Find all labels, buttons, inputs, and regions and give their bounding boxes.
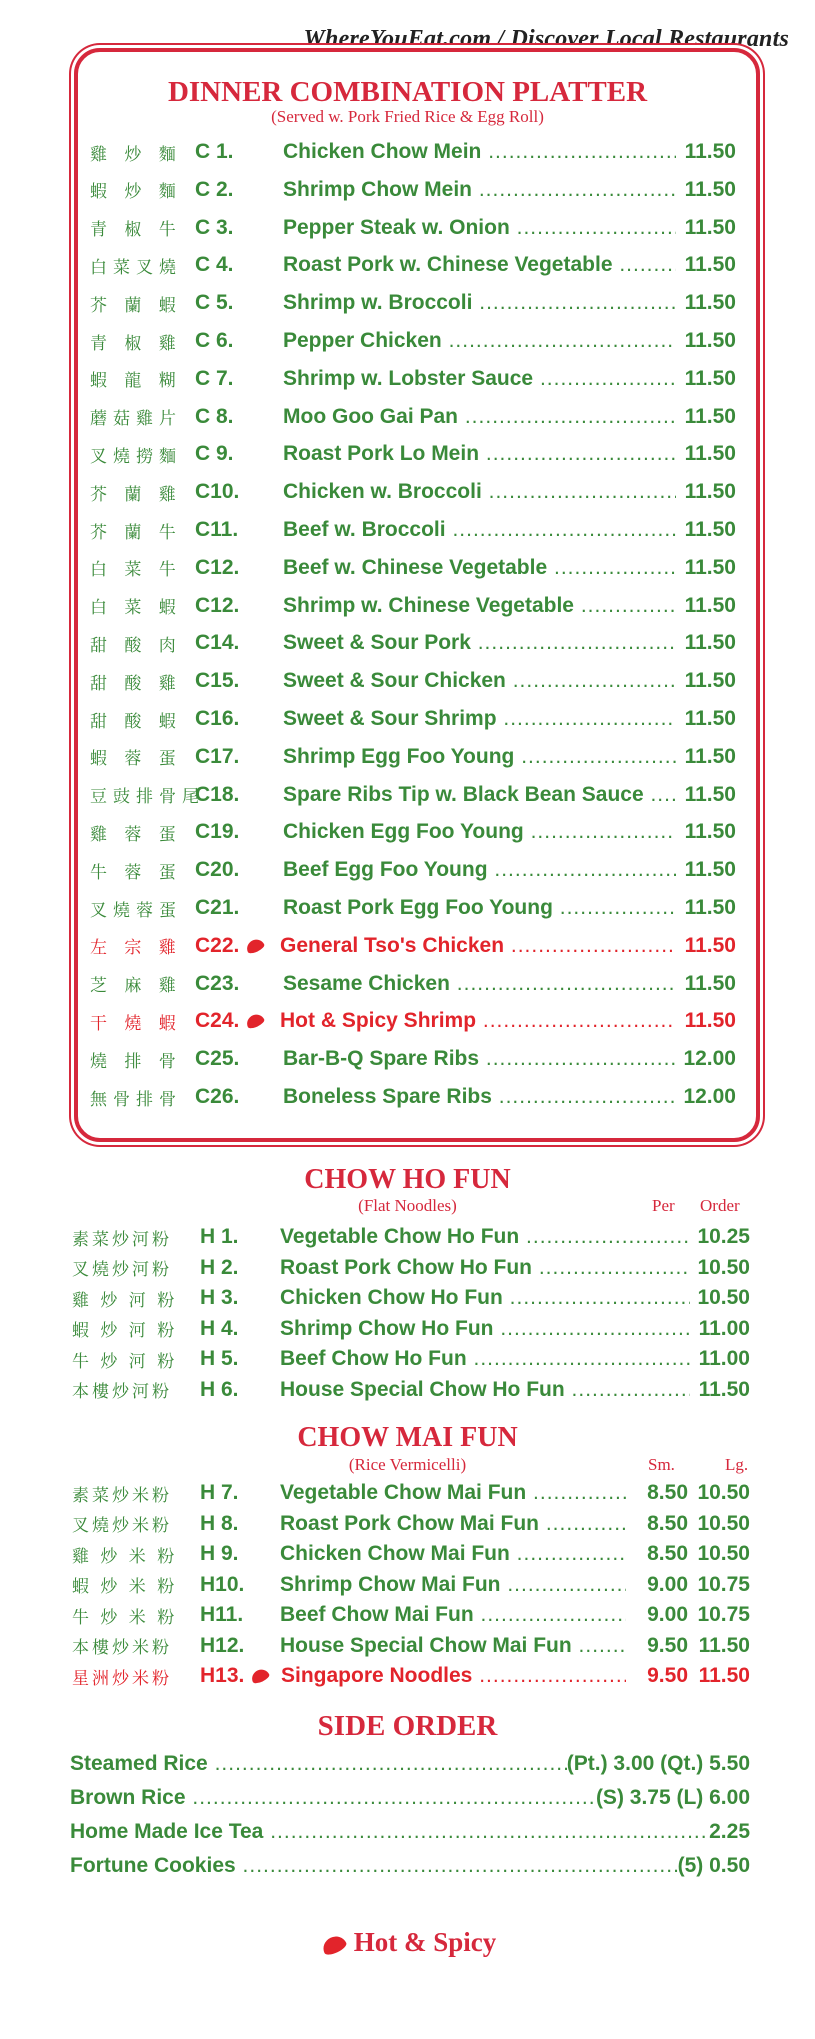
item-name: Shrimp Chow Ho Fun ..... [280, 1317, 690, 1341]
chinese-name: 雞 炒 麵 [90, 144, 182, 165]
side-order-row [70, 1749, 750, 1779]
item-code: H11. [200, 1603, 244, 1626]
item-name: Beef w. Chinese Vegetable ..... [283, 556, 676, 580]
item-price: 11.50 [684, 253, 736, 277]
chinese-name: 芥 蘭 牛 [90, 522, 182, 543]
menu-item-row [90, 477, 736, 507]
menu-item-row [72, 1661, 750, 1691]
item-code: C12. [195, 555, 240, 579]
item-code: C17. [195, 744, 240, 768]
item-price: 11.00 [698, 1316, 750, 1340]
menu-item-row [90, 1006, 736, 1036]
item-name: Vegetable Chow Ho Fun ..... [280, 1225, 690, 1249]
menu-item-row [72, 1253, 750, 1283]
side-item-name: Home Made Ice Tea ..... [70, 1820, 709, 1844]
item-price: 11.50 [684, 631, 736, 655]
item-code: H 3. [200, 1286, 239, 1309]
item-code: C 6. [195, 329, 234, 352]
item-code: H 9. [200, 1542, 239, 1565]
item-name: Roast Pork w. Chinese Vegetable ..... [283, 253, 676, 277]
item-name: Shrimp Chow Mein ..... [283, 178, 676, 202]
chili-pepper-icon [249, 1667, 270, 1685]
menu-item-row [72, 1509, 750, 1539]
side-order-row [70, 1783, 750, 1813]
side-item-name: Fortune Cookies ..... [70, 1854, 678, 1878]
chinese-name: 牛 炒 河 粉 [72, 1351, 178, 1372]
menu-item-row [90, 137, 736, 167]
item-name: Vegetable Chow Mai Fun ..... [280, 1481, 626, 1505]
item-code: C21. [195, 896, 240, 919]
chinese-name: 甜 酸 蝦 [90, 711, 182, 732]
chinese-name: 本樓炒河粉 [72, 1382, 172, 1402]
menu-item-row [90, 931, 736, 961]
item-name: Spare Ribs Tip w. Black Bean Sauce ..... [283, 783, 676, 807]
item-code: H 1. [200, 1225, 239, 1248]
hofun-title: CHOW HO FUN [304, 1164, 511, 1195]
dinner-title: DINNER COMBINATION PLATTER [167, 76, 648, 108]
item-name: Sesame Chicken ..... [283, 972, 676, 996]
chinese-name: 牛 炒 米 粉 [72, 1607, 178, 1628]
menu-item-row [90, 742, 736, 772]
item-name: Chicken Chow Mein ..... [283, 140, 676, 164]
hofun-subtitle: (Flat Noodles) [358, 1196, 457, 1215]
item-name: Chicken Egg Foo Young ..... [283, 820, 676, 844]
menu-item-row [90, 855, 736, 885]
chinese-name: 左 宗 雞 [90, 938, 182, 959]
menu-item-row [72, 1314, 750, 1344]
item-code: C10. [195, 480, 240, 504]
item-code: C19. [195, 820, 240, 844]
item-name: Singapore Noodles ..... [281, 1664, 626, 1688]
chinese-name: 本樓炒米粉 [72, 1638, 172, 1658]
menu-item-row [90, 402, 736, 432]
item-name: Boneless Spare Ribs ..... [283, 1085, 676, 1109]
menu-item-row [72, 1344, 750, 1374]
menu-item-row [72, 1539, 750, 1569]
item-name: Pepper Steak w. Onion ..... [283, 216, 676, 240]
item-name: Beef Chow Mai Fun ..... [280, 1603, 626, 1627]
chinese-name: 芝 麻 雞 [90, 976, 182, 997]
item-price: 10.50 [697, 1255, 750, 1279]
side-item-price: (Pt.) 3.00 (Qt.) 5.50 [566, 1752, 750, 1775]
item-name: Beef Egg Foo Young ..... [283, 858, 676, 882]
item-code: C 1. [195, 140, 234, 163]
item-price: 11.50 [684, 555, 736, 579]
item-code: H 4. [200, 1316, 239, 1340]
item-name: House Special Chow Mai Fun ..... [280, 1634, 626, 1658]
item-name: Shrimp Egg Foo Young ..... [283, 745, 676, 769]
item-name: Roast Pork Egg Foo Young ..... [283, 896, 676, 920]
item-price-small: 8.50 [647, 1511, 688, 1535]
menu-item-row [90, 175, 736, 205]
item-price: 11.50 [684, 896, 736, 919]
chili-pepper-icon [244, 937, 265, 955]
item-code: C 2. [195, 177, 234, 201]
item-name: Beef Chow Ho Fun ..... [280, 1347, 690, 1371]
chinese-name: 蝦 蓉 蛋 [90, 749, 182, 770]
item-price-small: 9.00 [647, 1572, 688, 1596]
chinese-name: 甜 酸 雞 [90, 673, 182, 694]
chinese-name: 青 椒 雞 [90, 333, 182, 354]
item-code: C 3. [195, 215, 234, 239]
chinese-name: 芥 蘭 蝦 [90, 295, 182, 316]
chinese-name: 白菜叉燒 [90, 257, 182, 278]
item-code: H 2. [200, 1255, 239, 1279]
item-price-small: 9.00 [647, 1603, 688, 1626]
hofun-col-order: Order [700, 1196, 740, 1215]
item-price: 11.50 [684, 291, 736, 315]
chinese-name: 豆豉排骨尾 [90, 787, 205, 808]
item-code: C 5. [195, 291, 234, 315]
item-price: 12.00 [683, 1047, 736, 1071]
item-name: Hot & Spicy Shrimp ..... [280, 1009, 676, 1033]
item-price: 10.25 [697, 1225, 750, 1248]
chinese-name: 雞 蓉 蛋 [90, 824, 182, 845]
item-code: H10. [200, 1572, 245, 1596]
item-price: 11.50 [684, 480, 736, 504]
menu-item-row [90, 288, 736, 318]
item-code: C20. [195, 858, 240, 882]
chinese-name: 青 椒 牛 [90, 220, 182, 241]
hot-spicy-legend [0, 1927, 815, 1958]
menu-item-row [90, 250, 736, 280]
item-code: C18. [195, 782, 240, 806]
side-item-name: Brown Rice ..... [70, 1786, 596, 1810]
chinese-name: 素菜炒河粉 [72, 1229, 172, 1250]
item-price: 11.50 [684, 707, 736, 730]
chinese-name: 芥 蘭 雞 [90, 484, 182, 505]
chinese-name: 雞 炒 米 粉 [72, 1546, 178, 1567]
side-title: SIDE ORDER [317, 1710, 498, 1742]
chinese-name: 蝦 炒 米 粉 [72, 1577, 178, 1597]
item-name: Moo Goo Gai Pan ..... [283, 405, 676, 429]
chinese-name: 蝦 龍 糊 [90, 371, 182, 392]
menu-item-row [90, 666, 736, 696]
chili-pepper-icon [319, 1932, 348, 1957]
item-price-large: 10.75 [697, 1572, 750, 1596]
item-price: 11.50 [684, 177, 736, 201]
menu-item-row [90, 1044, 736, 1074]
chinese-name: 叉燒蓉蛋 [90, 900, 182, 921]
item-name: Sweet & Sour Chicken ..... [283, 669, 676, 693]
item-name: Chicken Chow Ho Fun ..... [280, 1286, 690, 1310]
chinese-name: 叉燒撈麵 [90, 446, 182, 467]
item-code: C24. [195, 1009, 240, 1033]
menu-item-row [90, 969, 736, 999]
item-price: 11.00 [698, 1347, 750, 1370]
item-code: C 9. [195, 442, 234, 466]
chinese-name: 蝦 炒 河 粉 [72, 1321, 178, 1341]
item-price-small: 8.50 [647, 1542, 688, 1565]
menu-item-row [90, 704, 736, 734]
item-price: 11.50 [684, 744, 736, 768]
item-code: H 7. [200, 1481, 239, 1504]
chinese-name: 燒 排 骨 [90, 1051, 182, 1072]
item-name: Chicken w. Broccoli ..... [283, 480, 676, 504]
item-price-large: 10.75 [697, 1603, 750, 1626]
side-item-price: (5) 0.50 [677, 1854, 750, 1877]
item-price: 11.50 [684, 518, 736, 541]
menu-item-row [90, 817, 736, 847]
item-code: C16. [195, 707, 240, 730]
item-name: Roast Pork Lo Mein ..... [283, 442, 676, 466]
item-name: Beef w. Broccoli ..... [283, 518, 676, 542]
item-code: C26. [195, 1085, 240, 1108]
item-price: 11.50 [684, 140, 736, 163]
chinese-name: 叉燒炒河粉 [72, 1260, 172, 1280]
item-name: Roast Pork Chow Mai Fun ..... [280, 1512, 626, 1536]
item-name: Shrimp w. Lobster Sauce ..... [283, 367, 676, 391]
item-price: 10.50 [697, 1286, 750, 1309]
maifun-subtitle: (Rice Vermicelli) [348, 1455, 467, 1474]
chinese-name: 雞 炒 河 粉 [72, 1290, 178, 1311]
item-price-small: 9.50 [647, 1664, 688, 1687]
item-price: 11.50 [684, 442, 736, 466]
side-order-row [70, 1851, 750, 1881]
item-name: Shrimp Chow Mai Fun ..... [280, 1573, 626, 1597]
item-price: 11.50 [684, 404, 736, 428]
legend-label: Hot & Spicy [353, 1927, 497, 1957]
menu-item-row [90, 628, 736, 658]
side-order-row [70, 1817, 750, 1847]
menu-item-row [90, 326, 736, 356]
menu-item-row [90, 780, 736, 810]
item-price-large: 10.50 [697, 1542, 750, 1565]
item-code: C 4. [195, 253, 234, 277]
chinese-name: 白 菜 蝦 [90, 598, 182, 619]
hofun-col-per: Per [652, 1196, 675, 1215]
maifun-col-lg: Lg. [725, 1455, 749, 1474]
menu-item-row [90, 591, 736, 621]
item-price: 11.50 [698, 1377, 750, 1401]
item-code: H 5. [200, 1347, 239, 1370]
item-price-small: 9.50 [647, 1633, 688, 1657]
item-code: C11. [195, 518, 239, 541]
menu-item-row [72, 1570, 750, 1600]
side-item-name: Steamed Rice ..... [70, 1752, 567, 1776]
item-price: 11.50 [684, 366, 736, 390]
item-name: Shrimp w. Broccoli ..... [283, 291, 676, 315]
menu-item-row [90, 213, 736, 243]
item-code: C14. [195, 631, 240, 655]
item-name: Bar-B-Q Spare Ribs ..... [283, 1047, 676, 1071]
item-price-large: 11.50 [698, 1633, 750, 1657]
chinese-name: 星洲炒米粉 [72, 1668, 172, 1689]
chinese-name: 叉燒炒米粉 [72, 1516, 172, 1536]
item-name: Pepper Chicken ..... [283, 329, 676, 353]
item-code: C25. [195, 1047, 240, 1071]
item-price: 11.50 [684, 593, 736, 617]
item-name: Chicken Chow Mai Fun ..... [280, 1542, 626, 1566]
item-code: C22. [195, 933, 240, 957]
chinese-name: 蝦 炒 麵 [90, 182, 182, 203]
item-code: H 6. [200, 1377, 239, 1401]
item-price: 11.50 [684, 329, 736, 352]
chinese-name: 甜 酸 肉 [90, 635, 182, 656]
item-price: 11.50 [684, 933, 736, 957]
item-price-large: 10.50 [697, 1481, 750, 1504]
side-item-price: (S) 3.75 (L) 6.00 [595, 1786, 750, 1809]
item-code: H12. [200, 1633, 245, 1657]
item-price: 11.50 [684, 669, 736, 693]
menu-item-row [72, 1600, 750, 1630]
item-code: H 8. [200, 1511, 239, 1535]
menu-item-row [90, 364, 736, 394]
item-name: House Special Chow Ho Fun ..... [280, 1378, 690, 1402]
menu-item-row [72, 1478, 750, 1508]
chinese-name: 無骨排骨 [90, 1089, 182, 1110]
maifun-col-sm: Sm. [648, 1455, 675, 1474]
item-price-large: 10.50 [697, 1511, 750, 1535]
item-price: 11.50 [684, 820, 736, 844]
item-name: Sweet & Sour Pork ..... [283, 631, 676, 655]
item-code: C 7. [195, 366, 234, 390]
item-price: 11.50 [684, 1009, 736, 1033]
menu-item-row [72, 1222, 750, 1252]
maifun-title: CHOW MAI FUN [297, 1422, 518, 1453]
item-price: 11.50 [684, 971, 736, 995]
side-item-price: 2.25 [709, 1820, 750, 1843]
item-code: C 8. [195, 404, 234, 428]
chinese-name: 干 燒 蝦 [90, 1013, 182, 1034]
item-name: Sweet & Sour Shrimp ..... [283, 707, 676, 731]
item-name: Roast Pork Chow Ho Fun ..... [280, 1256, 690, 1280]
menu-item-row [72, 1283, 750, 1313]
dinner-subtitle: (Served w. Pork Fried Rice & Egg Roll) [271, 107, 544, 126]
menu-item-row [90, 1082, 736, 1112]
item-code: H13. [200, 1664, 245, 1687]
menu-item-row [90, 893, 736, 923]
item-price: 11.50 [684, 215, 736, 239]
item-price: 11.50 [684, 858, 736, 882]
menu-item-row [72, 1375, 750, 1405]
site-watermark: WhereYouEat.com / Discover Local Restaurants [303, 26, 789, 52]
item-price: 11.50 [684, 782, 736, 806]
item-code: C23. [195, 971, 240, 995]
chinese-name: 蘑菇雞片 [90, 409, 182, 430]
item-name: General Tso's Chicken ..... [280, 934, 676, 958]
item-price-large: 11.50 [698, 1664, 750, 1687]
chinese-name: 素菜炒米粉 [72, 1485, 172, 1506]
menu-item-row [90, 439, 736, 469]
item-code: C12. [195, 593, 240, 617]
chili-pepper-icon [244, 1012, 265, 1030]
chinese-name: 牛 蓉 蛋 [90, 862, 182, 883]
menu-item-row [72, 1631, 750, 1661]
menu-item-row [90, 553, 736, 583]
item-price-small: 8.50 [647, 1481, 688, 1504]
chinese-name: 白 菜 牛 [90, 560, 182, 581]
menu-item-row [90, 515, 736, 545]
item-price: 12.00 [683, 1085, 736, 1108]
item-name: Shrimp w. Chinese Vegetable ..... [283, 594, 676, 618]
item-code: C15. [195, 669, 240, 693]
